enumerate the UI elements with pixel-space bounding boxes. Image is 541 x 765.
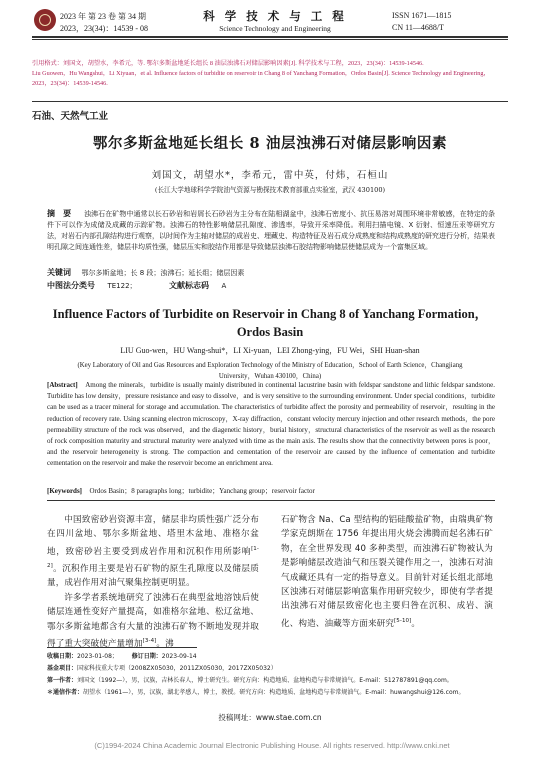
body-column-right [281, 513, 493, 631]
footnote-rule [47, 647, 197, 648]
issue-line: 2023，23(34)：14539 - 08 [60, 24, 148, 33]
abstract-en-text: Among the minerals，turbidite is usually mainly distributed in continental lacustrine basin with feldspar sandstone and lithic feldspar sandstone. Turbidite has low density，pressure resistance and easy to dissolve，and is very sensitive to the surrounding environment. Under special conditions，turbidite can be used as a tracer mineral for storage and accumulation. The characteristics of turbidite affect the porosity and permeability of reservoir，resulting in the reduction of recovery rate. Using scanning electron microscopy，X-ray diffraction，constant velocity mercury injection and other research methods，the pore permeability structure of the rock was observed，and the diagenetic history，burial history，structural characteristics of the reservoir as well as the research of rock composition maturity and structural maturity were analyzed with time as the main axis. The results show that the connectivity between pores is poor，and the reservoir heterogeneity is strong. The compaction and cementation of the reservoir are caused by the influence of cementation and turbidite cementation on the reservoir and make the reservoir become an enrichment area. [47, 381, 495, 468]
abstract-cn [47, 208, 495, 253]
affiliation-en: (Key Laboratory of Oil and Gas Resources and Exploration Technology of the Ministry of Education，School of Earth Science，Changjiang University，Wuhan 430100，China) [77, 362, 463, 380]
citation-rule [32, 101, 508, 102]
body-paragraph: 许多学者系统地研究了浊沸石在典型盆地溶蚀后使储层连通性变好产量提高，如准格尔盆地、松辽盆地、鄂尔多斯盆地都含有大量的浊沸石矿物不断地发现并取得了重大突破使产量增加[3-4]。沸 [47, 592, 259, 649]
abstract-rule [47, 500, 495, 501]
article-category: 石油、天然气工业 [32, 111, 109, 122]
footnote-first-author: 第一作者：刘国文（1992—），男，汉族，吉林长春人，博士研究生。研究方向：构造地质、盆地构造与非常规油气。E-mail：512787891@qq.com。 [47, 677, 453, 684]
keywords-en [47, 486, 495, 496]
doc-code-label: 文献标志码 [169, 280, 209, 290]
submission-url: 投稿网址：www.stae.com.cn [218, 713, 322, 722]
issn: ISSN 1671—1815 [392, 11, 452, 20]
title-cn: 鄂尔多斯盆地延长组长 8 油层浊沸石对储层影响因素 [92, 135, 448, 152]
clc-value: TE122； [107, 282, 137, 290]
volume-line: 2023 年 第 23 卷 第 34 期 [60, 12, 146, 21]
footnote-fund: 基金项目：国家科技重大专项（2008ZX05030，2011ZX05030，2017ZX05032） [47, 665, 277, 672]
keywords-en-label: [Keywords] [47, 487, 82, 495]
authors-en: LIU Guo-wen，HU Wang-shui*，LI Xi-yuan，LEI Zhong-ying，FU Wei，SHI Huan-shan [120, 346, 420, 355]
abstract-cn-text: 浊沸石在矿物中通常以长石砂岩和岩屑长石砂岩为主分布在陆相湖盆中，浊沸石密度小、抗压易溶对周围环境非常敏感，在特定的条件下可以作为成储及成藏的示踪矿物。浊沸石的特性影响储层孔隙度、渗透率，导致开采率降低。利用扫描电镜、X 衍射、恒速压汞等研究方法，对岩石内部孔隙结构进行观察，以时间作为主轴对储层的成岩史、埋藏史、构造特征及岩石成分成熟度和结构成熟度的研究进行分析，结果表明孔隙之间连通性差，储层非均质性强，储层压实和胶结作用都是导致储层浊沸石胶结物影响储层使储层成为一个富集区域。 [47, 210, 496, 251]
classification-cn [47, 280, 495, 291]
authors-cn: 刘国文，胡望水*，李希元，雷中英，付炜，石桓山 [151, 170, 389, 181]
keywords-cn-label: 关键词 [47, 267, 71, 277]
body-column-left [47, 513, 259, 651]
journal-logo-emblem [39, 14, 51, 26]
abstract-en-label: [Abstract] [47, 381, 78, 389]
submission-url-link[interactable]: www.stae.com.cn [255, 713, 322, 722]
journal-title-cn: 科 学 技 术 与 工 程 [203, 9, 347, 23]
copyright-notice: (C)1994-2024 China Academic Journal Electronic Publishing House. All rights reserved. http://www.cnki.net [94, 741, 450, 750]
body-paragraph: 中国致密砂岩资源丰富，储层非均质性强广泛分布在四川盆地、鄂尔多斯盆地、塔里木盆地、准格尔盆地，致密砂岩主要受到成岩作用和沉积作用所影响[1-2]。沉积作用主要是岩石矿物的原生孔隙度以及储层质量，成岩作用对油气聚集控制更明显。 [47, 515, 259, 589]
abstract-cn-label: 摘 要 [47, 208, 72, 218]
keywords-en-text: Ordos Basin；8 paragraphs long；turbidite；Yanchang group；reservoir factor [89, 487, 315, 495]
footnote-dates: 收稿日期：2023-01-08； 修订日期：2023-09-14 [47, 653, 197, 660]
body-paragraph: 石矿物含 Na、Ca 型结构的铝硅酸盐矿物，由瑞典矿物学家克朗斯在 1756 年提出用火烧会沸腾而起名沸石矿物，在全世界发现 40 多种类型，而浊沸石矿物被认为是影响储层改造油气和压裂关键作用之一，浊沸石对油气成藏还具有一定的指导意义。目前针对延长组北部地区浊沸石对储层影响富集作用研究较少，即使有学者提出浊沸石对储层致密化也主要归咎在沉积、成岩、演化、构造、油藏等方面来研究[5-10]。 [281, 515, 493, 629]
doc-code-value: A [221, 282, 227, 290]
footnote-corresponding-author: ＊通信作者：胡望水（1961—），男，汉族，湖北孝感人，博士，教授。研究方向：构造地质、盆地构造与非常规油气。E-mail：huwangshui@126.com。 [47, 689, 465, 696]
title-en: Influence Factors of Turbidite on Reservoir in Chang 8 of Yanchang Formation，Ordos Basin [52, 307, 488, 339]
header-rule-thick [32, 36, 508, 38]
keywords-cn-text: 鄂尔多斯盆地；长 8 段；浊沸石；延长组；储层因素 [81, 269, 245, 277]
citation-block [32, 59, 508, 89]
keywords-cn [47, 267, 495, 278]
affiliation-cn: (长江大学地球科学学院油气资源与勘探技术教育部重点实验室，武汉 430100) [154, 186, 386, 194]
cn-number: CN 11—4688/T [392, 23, 444, 32]
clc-label: 中图法分类号 [47, 280, 95, 290]
header-rule-thin [32, 39, 508, 40]
citation-cn: 引用格式：刘国文，胡望水，李希元，等. 鄂尔多斯盆地延长组长 8 油层浊沸石对储层影响因素[J]. 科学技术与工程，2023，23(34)：14539-14546. [32, 60, 424, 67]
citation-en: Liu Guowen，Hu Wangshui，Li Xiyuan，et al. Influence factors of turbidite on reservoir in Chang 8 of Yanchang Formation，Ordos Basin[J]. Science Technology and Engineering，2023，23(34)：14539-14546. [32, 70, 490, 87]
abstract-en [47, 380, 495, 470]
journal-title-en: Science Technology and Engineering [219, 24, 331, 33]
